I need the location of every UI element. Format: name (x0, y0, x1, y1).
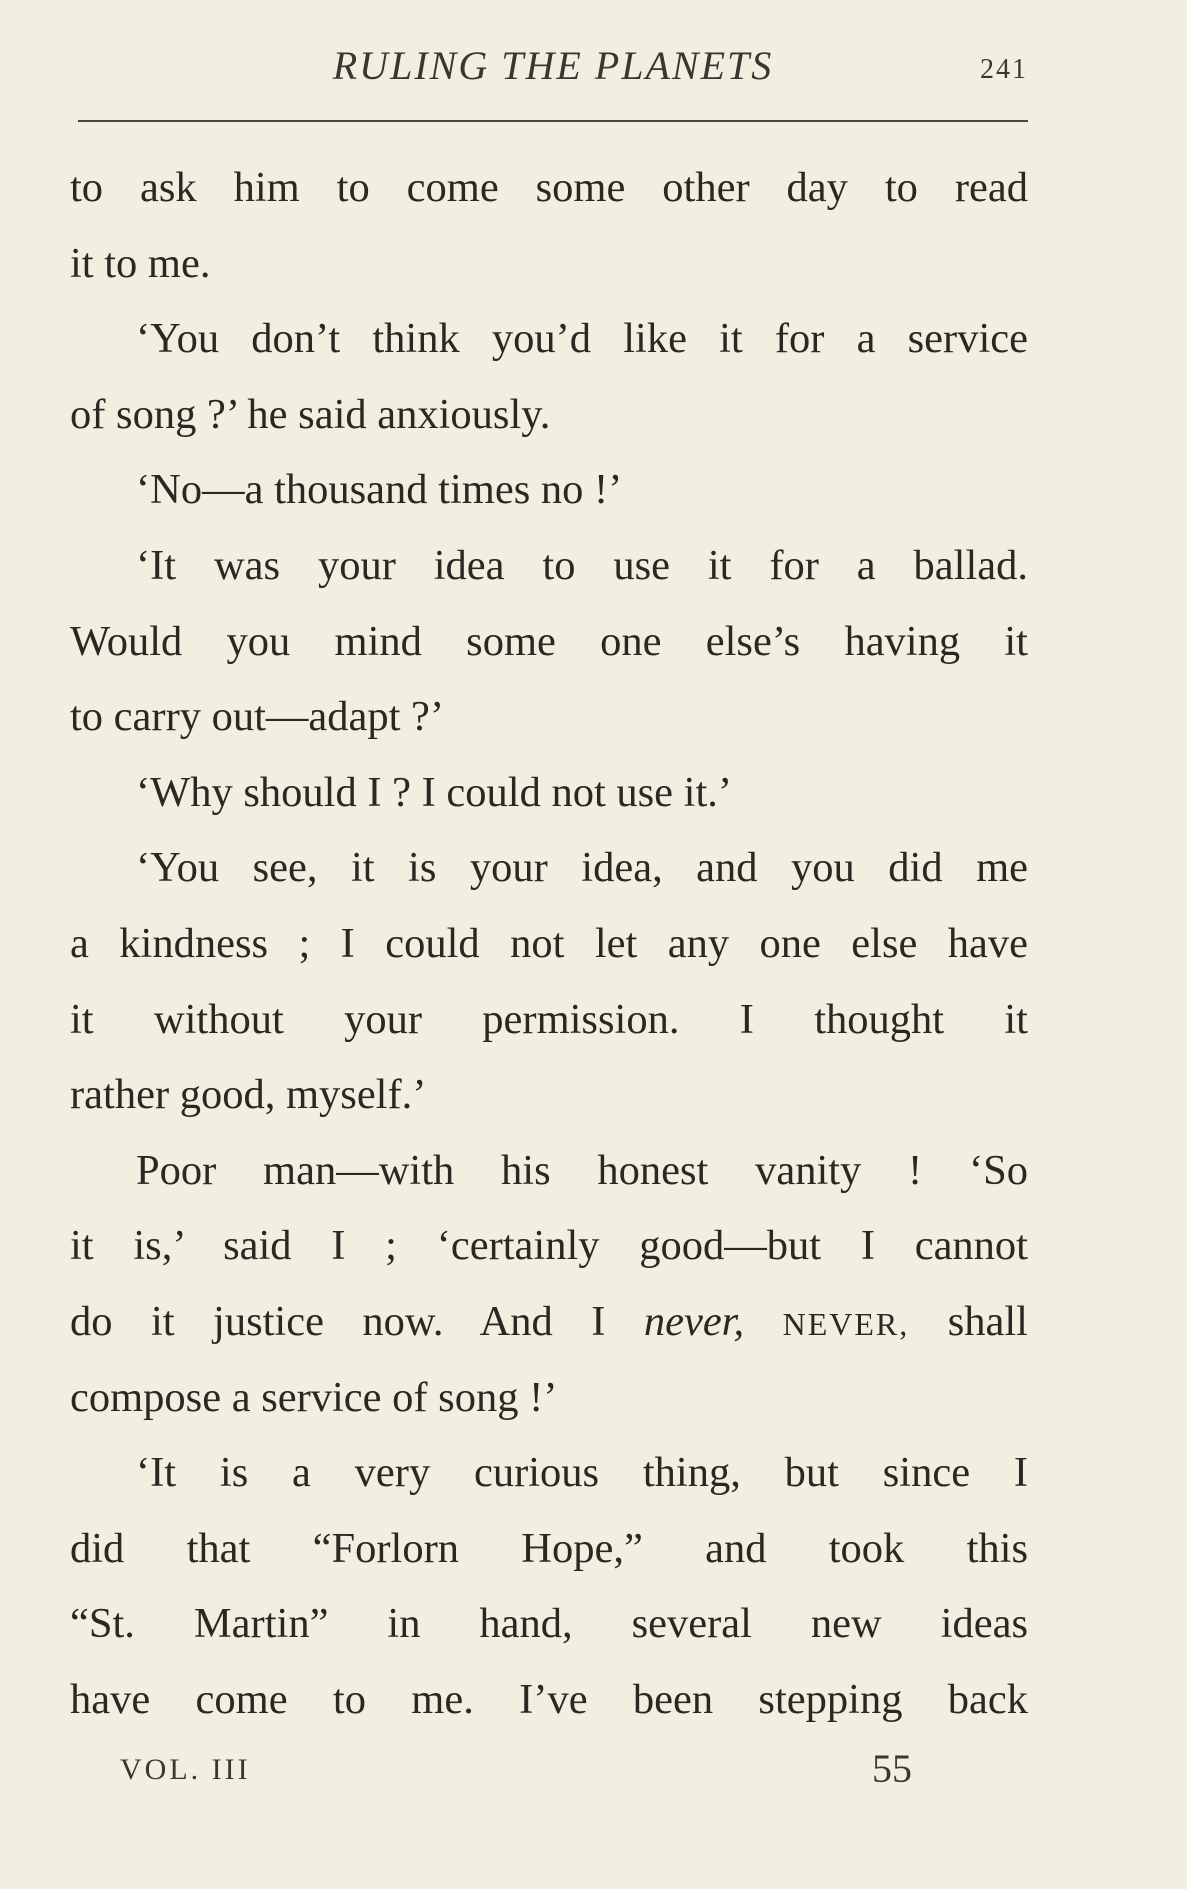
text-line: ‘No—a thousand times no !’ (136, 466, 623, 514)
volume-label: VOL. III (120, 1753, 251, 1786)
text-line-emphasis (70, 1284, 1028, 1360)
text-line: to carry out—adapt ?’ (70, 693, 445, 741)
text-line: Would you mind some one else’s having it (70, 617, 1028, 665)
line-segment: shall (909, 1297, 1028, 1345)
small-caps-word: NEVER, (782, 1305, 910, 1342)
text-line: ‘Why should I ? I could not use it.’ (136, 768, 733, 816)
line-segment: do it justice now. And I (70, 1297, 644, 1345)
page-number: 241 (980, 54, 1028, 85)
running-head (78, 42, 1028, 102)
text-line: compose a service of song !’ (70, 1373, 558, 1421)
text-line: “St. Martin” in hand, several new ideas (70, 1600, 1028, 1648)
text-line: have come to me. I’ve been stepping back (70, 1675, 1028, 1723)
text-line: ‘You see, it is your idea, and you did me (136, 844, 1028, 892)
page-footer (120, 1745, 920, 1805)
text-line: ‘You don’t think you’d like it for a service (136, 315, 1028, 363)
body-text (70, 150, 1028, 1737)
text-line: did that “Forlorn Hope,” and took this (70, 1524, 1028, 1572)
text-line: rather good, myself.’ (70, 1071, 427, 1119)
text-line: to ask him to come some other day to read (70, 164, 1028, 211)
emphasis-word: never, (643, 1297, 745, 1345)
text-line: of song ?’ he said anxiously. (70, 390, 551, 438)
header-rule (78, 120, 1028, 122)
text-line: a kindness ; I could not let any one else have (70, 919, 1028, 967)
text-line: it to me. (70, 239, 211, 287)
text-line: ‘It is a very curious thing, but since I (136, 1449, 1028, 1497)
text-line: ‘It was your idea to use it for a ballad. (136, 541, 1028, 589)
text-line: it is,’ said I ; ‘certainly good—but I cannot (70, 1222, 1028, 1270)
text-line: it without your permission. I thought it (70, 995, 1028, 1043)
text-line: Poor man—with his honest vanity ! ‘So (136, 1146, 1028, 1194)
running-title: RULING THE PLANETS (332, 43, 774, 88)
signature-mark: 55 (872, 1746, 912, 1791)
